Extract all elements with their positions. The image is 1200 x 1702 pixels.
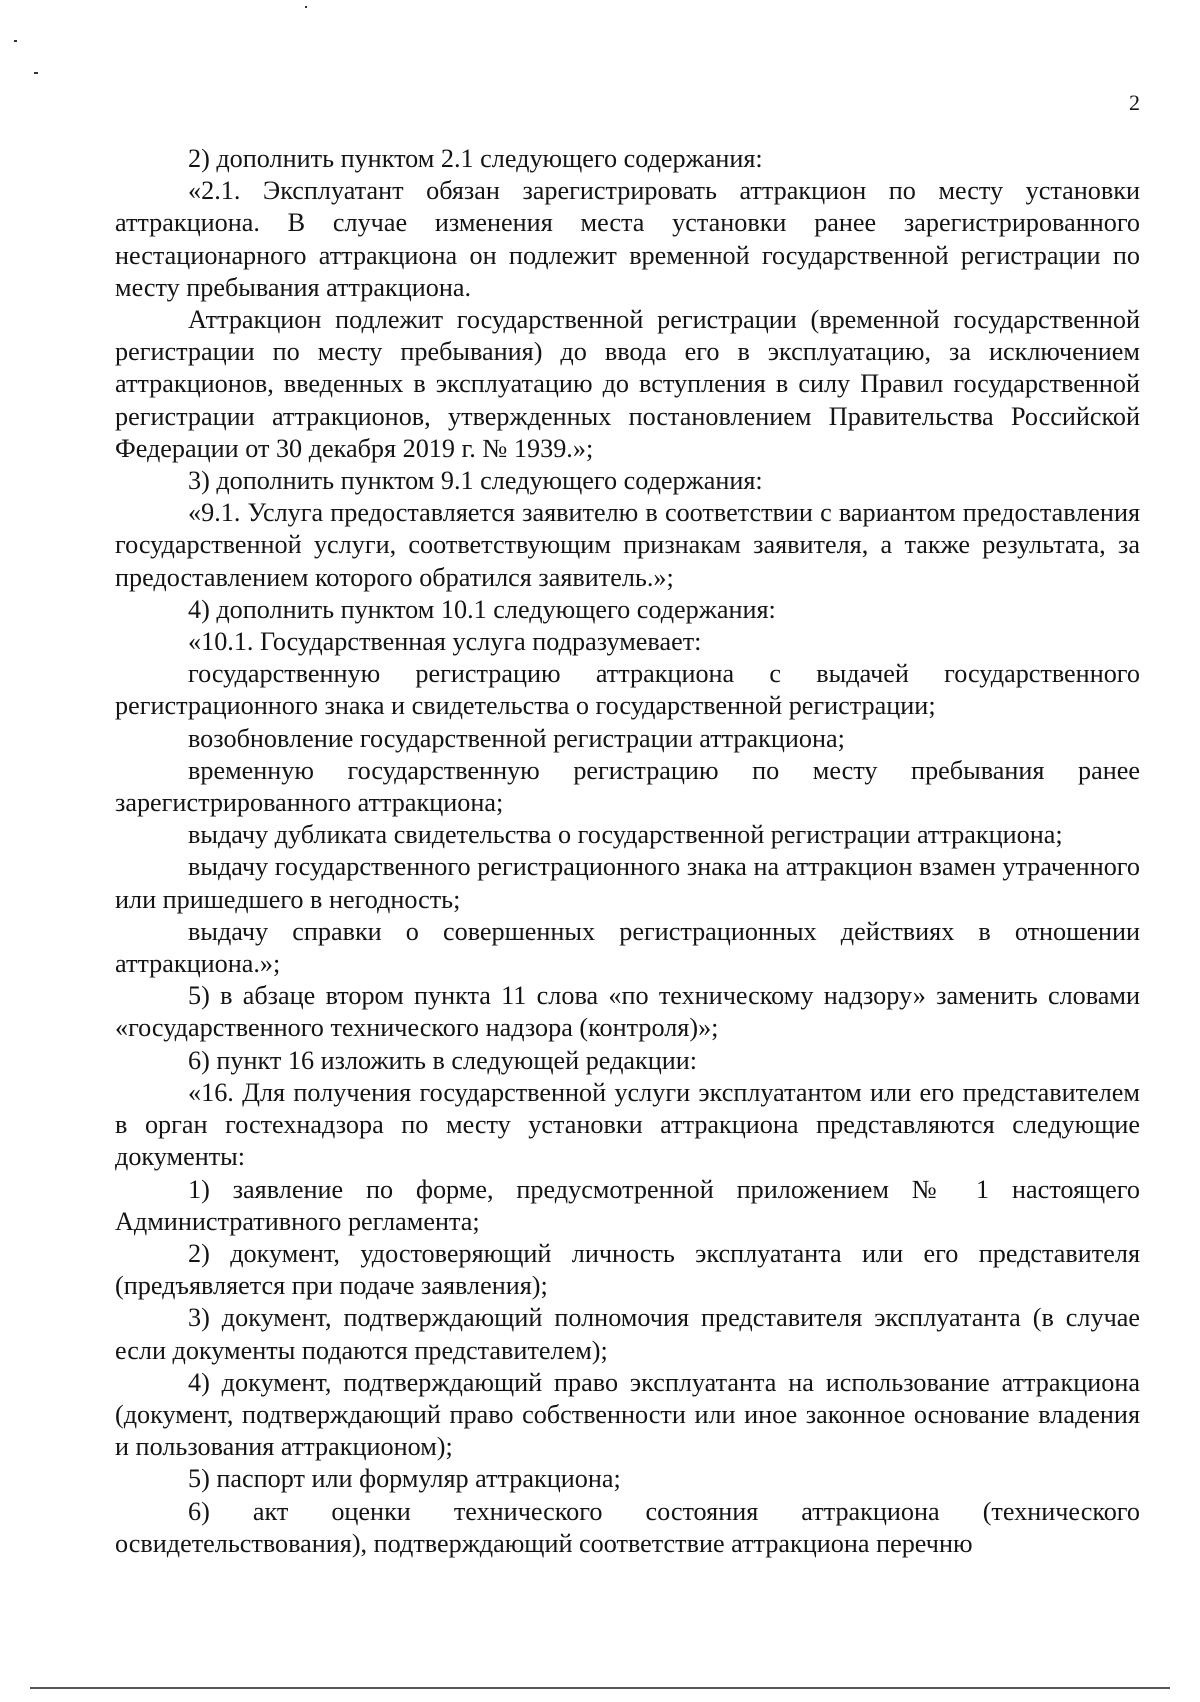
paragraph: 6) пункт 16 изложить в следующей редакции: [188, 1045, 698, 1075]
paragraph: 2) дополнить пунктом 2.1 следующего содержания: [188, 144, 763, 173]
paragraph: 5) в абзаце втором пункта 11 слова «по техническому надзору» заменить словами «государственного технического надзора (контроля)»; [115, 981, 1140, 1043]
paragraph: возобновление государственной регистрации аттракциона; [188, 723, 845, 753]
paragraph: 1) заявление по форме, предусмотренной приложением № 1 настоящего Административного регламента; [115, 1174, 1140, 1236]
paragraph: выдачу дубликата свидетельства о государственной регистрации аттракциона; [188, 820, 1063, 850]
paragraph: «16. Для получения государственной услуги эксплуатантом или его представителем в орган гостехнадзора по месту установки аттракциона представляются следующие документы: [115, 1077, 1140, 1172]
paragraph: 5) паспорт или формуляр аттракциона; [188, 1464, 621, 1494]
scan-speck [34, 72, 38, 74]
paragraph: 6) акт оценки технического состояния аттракциона (технического освидетельствования), подтверждающий соответствие аттракциона перечню [115, 1496, 1140, 1558]
paragraph: выдачу справки о совершенных регистрационных действиях в отношении аттракциона.»; [115, 916, 1140, 979]
paragraph: Аттракцион подлежит государственной регистрации (временной государственной регистрации по месту пребывания) до ввода его в эксплуатацию, за исключением аттракционов, введенных в эксплуатацию до вступления в силу Правил государственной регистрации аттракционов, утвержденных постановлением Правительства Российской Федерации от 30 декабря 2019 г. № 1939.»; [115, 305, 1140, 463]
scan-speck [305, 6, 307, 8]
paragraph: государственную регистрацию аттракциона с выдачей государственного регистрационного знака и свидетельства о государственной регистрации; [115, 659, 1140, 721]
scan-speck [14, 40, 17, 42]
paragraph: «9.1. Услуга предоставляется заявителю в соответствии с вариантом предоставления государственной услуги, соответствующим признакам заявителя, а также результата, за предоставлением которого обратился заявитель.»; [115, 498, 1140, 592]
paragraph: 3) дополнить пунктом 9.1 следующего содержания: [188, 466, 763, 496]
paragraph: временную государственную регистрацию по месту пребывания ранее зарегистрированного аттракциона; [115, 755, 1140, 818]
scan-edge-line [30, 1687, 1170, 1689]
paragraph: 4) дополнить пунктом 10.1 следующего содержания: [188, 594, 776, 624]
page-number: 2 [1129, 90, 1140, 115]
document-body [115, 143, 1140, 1560]
paragraph: «10.1. Государственная услуга подразумевает: [188, 627, 702, 657]
paragraph: 2) документ, удостоверяющий личность эксплуатанта или его представителя (предъявляется при подаче заявления); [115, 1238, 1140, 1301]
paragraph: «2.1. Эксплуатант обязан зарегистрировать аттракцион по месту установки аттракциона. В случае изменения места установки ранее зарегистрированного нестационарного аттракциона он подлежит временной государственной регистрации по месту пребывания аттракциона. [115, 176, 1140, 302]
paragraph: выдачу государственного регистрационного знака на аттракцион взамен утраченного или пришедшего в негодность; [115, 852, 1140, 914]
paragraph: 3) документ, подтверждающий полномочия представителя эксплуатанта (в случае если документы подаются представителем); [115, 1303, 1140, 1365]
paragraph: 4) документ, подтверждающий право эксплуатанта на использование аттракциона (документ, подтверждающий право собственности или иное законное основание владения и пользования аттракционом); [115, 1367, 1140, 1462]
